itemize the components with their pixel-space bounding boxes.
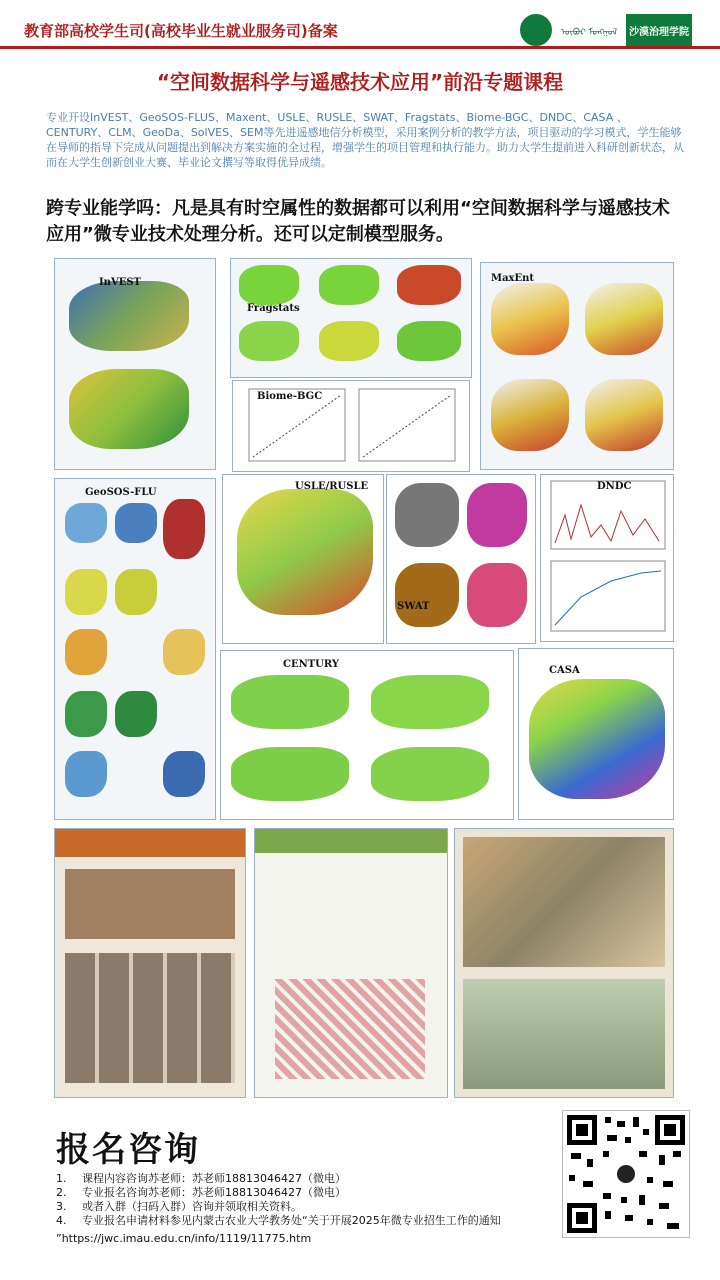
landscape-poster-2 <box>254 828 448 1098</box>
contact-title: 报名咨询 <box>56 1130 200 1170</box>
maxent-map-2014 <box>585 283 663 355</box>
fragstats-map-3 <box>397 265 461 305</box>
dndc-panel <box>540 474 674 642</box>
poster-1-banner <box>55 829 245 857</box>
course-intro: 专业开设InVEST、GeoSOS-FLUS、Maxent、USLE、RUSLE、SWAT、Fragstats、Biome-BGC、DNDC、CASA 、CENTURY、CLM、GeoDa、SolVES、SEM等先进遥感地信分析模型，采用案例分析的教学方法，项目驱动的学习模式，学生能够在导师的指导下完成从问题提出到解决方案实施的全过程，增强学生的项目管理和执行能力。助力大学生提前进入科研创新状态，从而在大学生创新创业大赛、毕业论文撰写等取得优异成绩。 <box>46 111 684 169</box>
cross-major-statement: 跨专业能学吗：凡是具有时空属性的数据都可以利用“空间数据科学与遥感技术应用”微专业技术处理分析。还可以定制模型服务。 <box>46 198 670 245</box>
geosos-panel <box>54 478 216 820</box>
invest-map-bottom <box>69 369 189 449</box>
poster-2-plan <box>275 979 425 1079</box>
poster-1-photo <box>65 869 235 939</box>
geosos-map-red <box>163 499 205 559</box>
geosos-map-yellow-1 <box>65 569 107 615</box>
century-panel <box>220 650 514 820</box>
geosos-map-green-2 <box>115 691 157 737</box>
geosos-map-blue-1 <box>65 503 107 543</box>
usle-map <box>237 489 373 615</box>
landscape-poster-3 <box>454 828 674 1098</box>
casa-panel <box>518 648 674 820</box>
dndc-label: DNDC <box>597 481 632 492</box>
century-map-3 <box>231 747 349 801</box>
century-map-2 <box>371 675 489 729</box>
poster-3-renders <box>463 979 665 1089</box>
fragstats-map-1 <box>239 265 299 305</box>
maxent-panel <box>480 262 674 470</box>
notice-url-link[interactable]: ”https://jwc.imau.edu.cn/info/1119/11775.htm <box>56 1232 312 1245</box>
swat-map-pink <box>467 563 527 627</box>
maxent-map-2016 <box>491 379 569 451</box>
casa-label: CASA <box>549 665 580 676</box>
dndc-line-charts <box>541 475 673 641</box>
logo-department-name: 沙漠治理学院 <box>626 14 692 46</box>
fragstats-map-5 <box>319 321 379 361</box>
maxent-map-2012 <box>491 283 569 355</box>
geosos-map-green-1 <box>65 691 107 737</box>
fragstats-map-4 <box>239 321 299 361</box>
swat-label: SWAT <box>397 601 430 612</box>
maxent-map-2018 <box>585 379 663 451</box>
landscape-poster-1 <box>54 828 246 1098</box>
century-label: CENTURY <box>283 659 340 670</box>
qr-code[interactable] <box>562 1110 690 1238</box>
logo-mongolian-script: ᠥᠪᠥᠷ ᠮᠣᠩᠭᠣᠯ <box>552 14 626 46</box>
geosos-map-blue-4 <box>163 751 205 797</box>
list-item: 2. 专业报名咨询苏老师：苏老师18813046427（微电） <box>56 1186 346 1199</box>
swat-map-magenta <box>467 483 527 547</box>
invest-panel <box>54 258 216 470</box>
geosos-map-blue-3 <box>65 751 107 797</box>
list-item: 3. 或者入群（扫码入群）咨询并领取相关资料。 <box>56 1200 302 1213</box>
poster-2-banner <box>255 829 447 853</box>
swat-map-brown <box>395 563 459 627</box>
invest-label: InVEST <box>99 277 141 288</box>
casa-map <box>529 679 665 799</box>
record-notice: 教育部高校学生司(高校毕业生就业服务司)备案 <box>24 22 338 40</box>
fragstats-map-6 <box>397 321 461 361</box>
fragstats-label: Fragstats <box>247 303 300 314</box>
swat-panel <box>386 474 536 644</box>
contact-list <box>56 1172 616 1228</box>
poster-3-aerial-map <box>463 837 665 967</box>
century-map-4 <box>371 747 489 801</box>
geosos-map-yellow-2 <box>115 569 157 615</box>
qr-code-pattern <box>563 1111 689 1237</box>
list-item: 1. 课程内容咨询苏老师：苏老师18813046427（微电） <box>56 1172 346 1185</box>
college-logo <box>520 14 692 46</box>
maxent-label: MaxEnt <box>491 273 535 284</box>
university-emblem-icon <box>520 14 552 46</box>
geosos-map-orange-2 <box>163 629 205 675</box>
swat-map-gray <box>395 483 459 547</box>
geosos-label: GeoSOS-FLU <box>85 487 157 498</box>
list-item: 4. 专业报名申请材料参见内蒙古农业大学教务处“关于开展2025年微专业招生工作的通知 <box>56 1214 501 1227</box>
geosos-map-blue-2 <box>115 503 157 543</box>
fragstats-panel <box>230 258 472 378</box>
header-divider <box>0 46 720 49</box>
usle-label: USLE/RUSLE <box>295 481 369 492</box>
fragstats-map-2 <box>319 265 379 305</box>
usle-panel <box>222 474 384 644</box>
page-title: “空间数据科学与遥感技术应用”前沿专题课程 <box>156 70 564 94</box>
invest-map-top <box>69 281 189 351</box>
poster-1-grid <box>65 953 235 1083</box>
geosos-map-orange-1 <box>65 629 107 675</box>
biome-bgc-label: Biome-BGC <box>257 391 323 402</box>
biome-bgc-panel <box>232 380 470 472</box>
century-map-1 <box>231 675 349 729</box>
